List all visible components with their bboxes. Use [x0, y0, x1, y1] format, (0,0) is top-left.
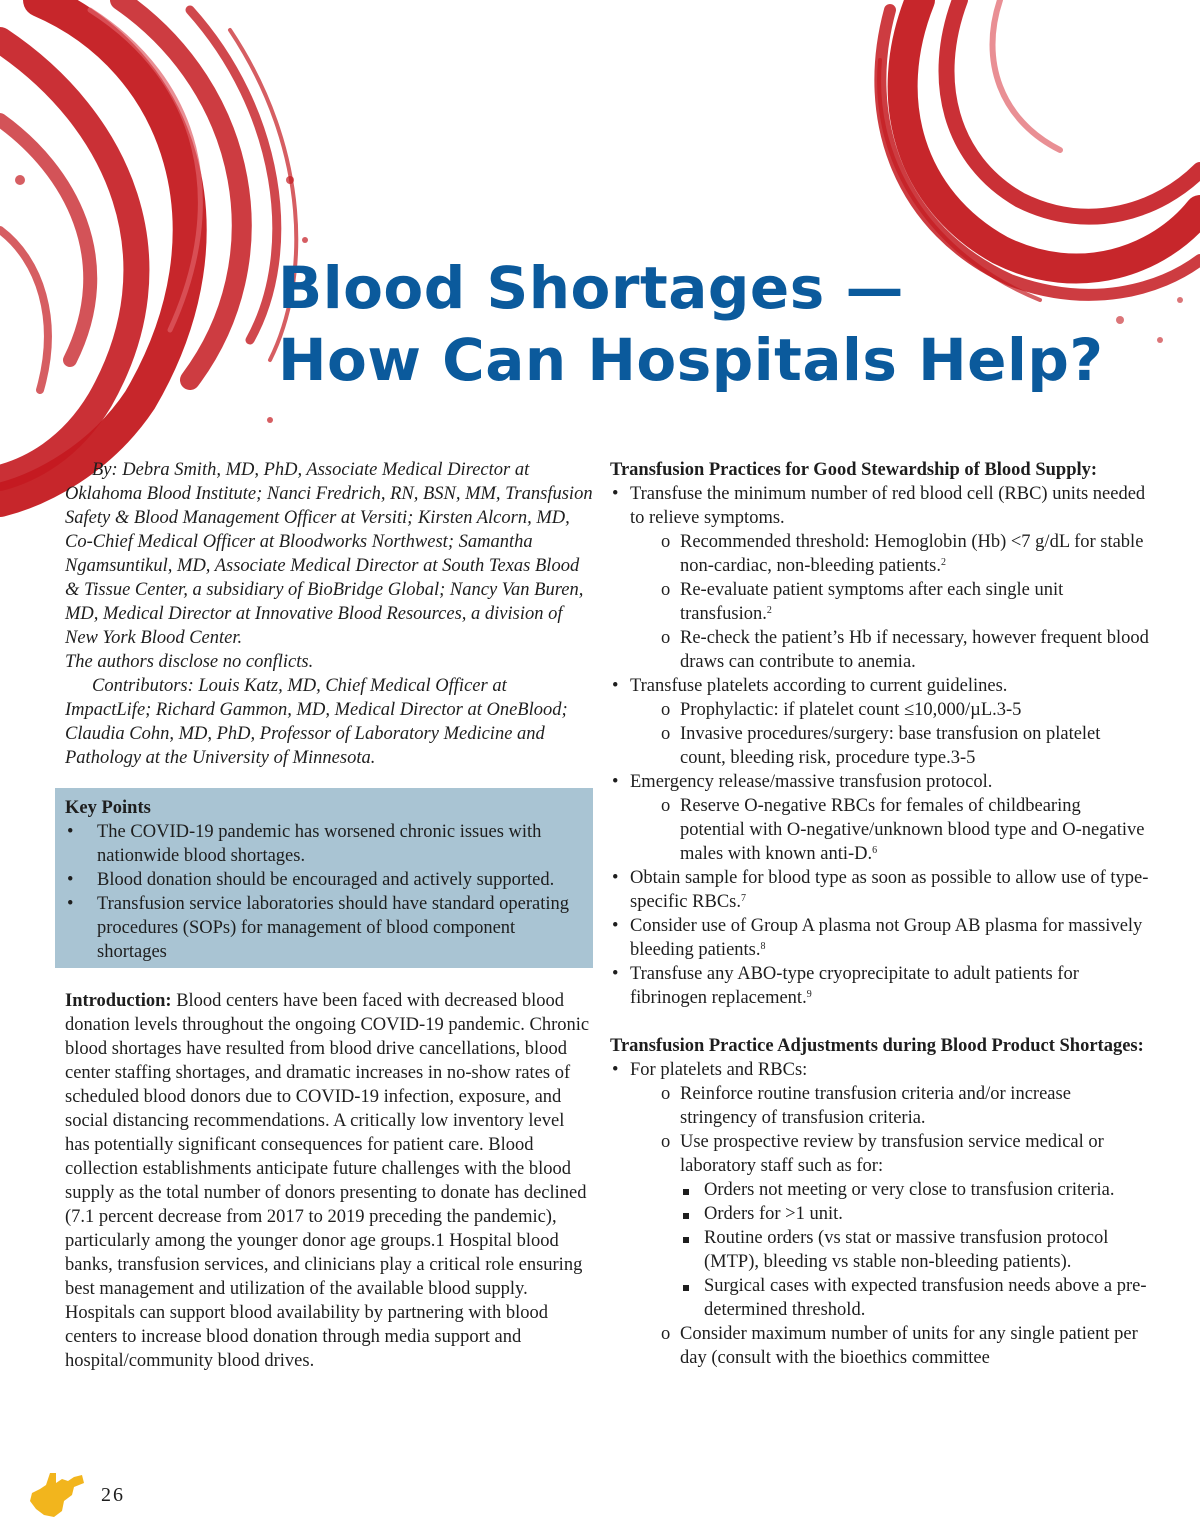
- review-criteria-item: Orders not meeting or very close to transfusion criteria.: [680, 1178, 1150, 1202]
- key-point-item: • Transfusion service laboratories should have standard operating procedures (SOPs) for management of blood component shortages: [65, 892, 581, 964]
- stewardship-item-text: Transfuse platelets according to current guidelines.: [630, 676, 1008, 696]
- page-number: 26: [101, 1484, 125, 1506]
- adjustments-subitem: o Consider maximum number of units for any single patient per day (consult with the bioethics committee: [630, 1322, 1150, 1370]
- adjustments-subitem-text: Use prospective review by transfusion service medical or laboratory staff such as for:: [680, 1132, 1104, 1176]
- stewardship-item: [610, 674, 1150, 770]
- stewardship-subitem: o Re-check the patient’s Hb if necessary, however frequent blood draws can contribute to anemia.: [630, 626, 1150, 674]
- stewardship-item: [610, 962, 1150, 1010]
- adjustments-subitem: [630, 1130, 1150, 1322]
- right-column: [610, 458, 1150, 1370]
- author-byline: [65, 458, 593, 770]
- stewardship-item: [610, 866, 1150, 914]
- stewardship-subitem-text: Re-evaluate patient symptoms after each single unit transfusion.: [680, 580, 1064, 624]
- stewardship-sublist: [630, 698, 1150, 770]
- stewardship-item: [610, 482, 1150, 674]
- reference-number: 9: [806, 989, 812, 1000]
- stewardship-subitem: o Prophylactic: if platelet count ≤10,000/µL.3-5: [630, 698, 1150, 722]
- adjustments-list: [610, 1058, 1150, 1370]
- stewardship-item-text: Obtain sample for blood type as soon as possible to allow use of type-specific RBCs.: [630, 868, 1149, 912]
- reference-number: 2: [766, 605, 772, 616]
- stewardship-subitem-text: Reserve O-negative RBCs for females of childbearing potential with O-negative/unknown blood type and O-negative males with known anti-D.: [680, 796, 1145, 864]
- byline-authors: By: Debra Smith, MD, PhD, Associate Medical Director at Oklahoma Blood Institute; Nanci Fredrich, RN, BSN, MM, Transfusion Safety & Blood Management Officer at Versiti; Kirsten Alcorn, MD, Co-Chief Medical Officer at Bloodworks Northwest; Samantha Ngamsuntikul, MD, Associate Medical Director at South Texas Blood & Tissue Center, a subsidiary of BioBridge Global; Nancy Van Buren, MD, Medical Director at Innovative Blood Resources, a division of New York Blood Center.: [65, 460, 593, 648]
- key-points-title: Key Points: [65, 798, 151, 818]
- adjustments-item-text: For platelets and RBCs:: [630, 1060, 808, 1080]
- article-title-line-1: Blood Shortages —: [278, 254, 904, 322]
- reference-number: 2: [940, 557, 946, 568]
- stewardship-sublist: [630, 794, 1150, 866]
- key-point-item: • Blood donation should be encouraged and actively supported.: [65, 868, 581, 892]
- stewardship-item-text: Emergency release/massive transfusion protocol.: [630, 772, 993, 792]
- key-points-list: [65, 820, 581, 964]
- state-shape: [30, 1473, 84, 1517]
- stewardship-sublist: [630, 530, 1150, 674]
- review-criteria-item: Routine orders (vs stat or massive transfusion protocol (MTP), bleeding vs stable non-bleeding patients).: [680, 1226, 1150, 1274]
- stewardship-heading: Transfusion Practices for Good Stewardship of Blood Supply:: [610, 460, 1098, 480]
- introduction-paragraph: [65, 989, 593, 1373]
- reference-number: 8: [760, 941, 766, 952]
- stewardship-subitem: [630, 794, 1150, 866]
- adjustments-heading: Transfusion Practice Adjustments during Blood Product Shortages:: [610, 1036, 1144, 1056]
- stewardship-item: [610, 914, 1150, 962]
- stewardship-subitem-text: Recommended threshold: Hemoglobin (Hb) <7 g/dL for stable non-cardiac, non-bleeding patients.: [680, 532, 1144, 576]
- stewardship-item-text: Transfuse any ABO-type cryoprecipitate to adult patients for fibrinogen replacement.: [630, 964, 1079, 1008]
- adjustments-subitem: o Reinforce routine transfusion criteria and/or increase stringency of transfusion criteria.: [630, 1082, 1150, 1130]
- stewardship-subitem: [630, 530, 1150, 578]
- left-column: [65, 458, 593, 1373]
- introduction-text: Blood centers have been faced with decreased blood donation levels throughout the ongoing COVID-19 pandemic. Chronic blood shortages have resulted from blood drive cancellations, blood center staffing shortages, and dramatic increases in no-show rates of scheduled blood donors due to COVID-19 infection, exposure, and social distancing recommendations. A critically low inventory level has potentially significant consequences for patient care. Blood collection establishments anticipate future challenges with the blood supply as the total number of donors presenting to donate has declined (7.1 percent decrease from 2017 to 2019 preceding the pandemic), particularly among the younger donor age groups.1 Hospital blood banks, transfusion services, and clinicians play a critical role ensuring best management and utilization of the available blood supply. Hospitals can support blood availability by partnering with blood centers to increase blood donation through media support and hospital/community blood drives.: [65, 991, 590, 1371]
- byline-disclosure: The authors disclose no conflicts.: [65, 652, 314, 672]
- introduction-label: Introduction:: [65, 991, 172, 1011]
- stewardship-item-text: Transfuse the minimum number of red blood cell (RBC) units needed to relieve symptoms.: [630, 484, 1146, 528]
- reference-number: 6: [872, 845, 878, 856]
- stewardship-item: [610, 770, 1150, 866]
- review-criteria-item: Surgical cases with expected transfusion needs above a pre-determined threshold.: [680, 1274, 1150, 1322]
- adjustments-sublist: [630, 1082, 1150, 1370]
- stewardship-subitem: o Invasive procedures/surgery: base transfusion on platelet count, bleeding risk, procedure type.3-5: [630, 722, 1150, 770]
- reference-number: 7: [741, 893, 746, 904]
- west-virginia-state-icon: [28, 1471, 90, 1519]
- review-criteria-list: [680, 1178, 1150, 1322]
- article-title-line-2: How Can Hospitals Help?: [278, 326, 1104, 394]
- article-title: [278, 252, 1104, 396]
- key-points-box: [55, 788, 593, 968]
- byline-contributors: Contributors: Louis Katz, MD, Chief Medical Officer at ImpactLife; Richard Gammon, MD, Medical Director at OneBlood; Claudia Cohn, MD, PhD, Professor of Laboratory Medicine and Pathology at the University of Minnesota.: [65, 676, 568, 768]
- stewardship-list: [610, 482, 1150, 1010]
- key-point-item: • The COVID-19 pandemic has worsened chronic issues with nationwide blood shortages.: [65, 820, 581, 868]
- stewardship-item-text: Consider use of Group A plasma not Group AB plasma for massively bleeding patients.: [630, 916, 1143, 960]
- adjustments-item: [610, 1058, 1150, 1370]
- review-criteria-item: Orders for >1 unit.: [680, 1202, 1150, 1226]
- stewardship-subitem: [630, 578, 1150, 626]
